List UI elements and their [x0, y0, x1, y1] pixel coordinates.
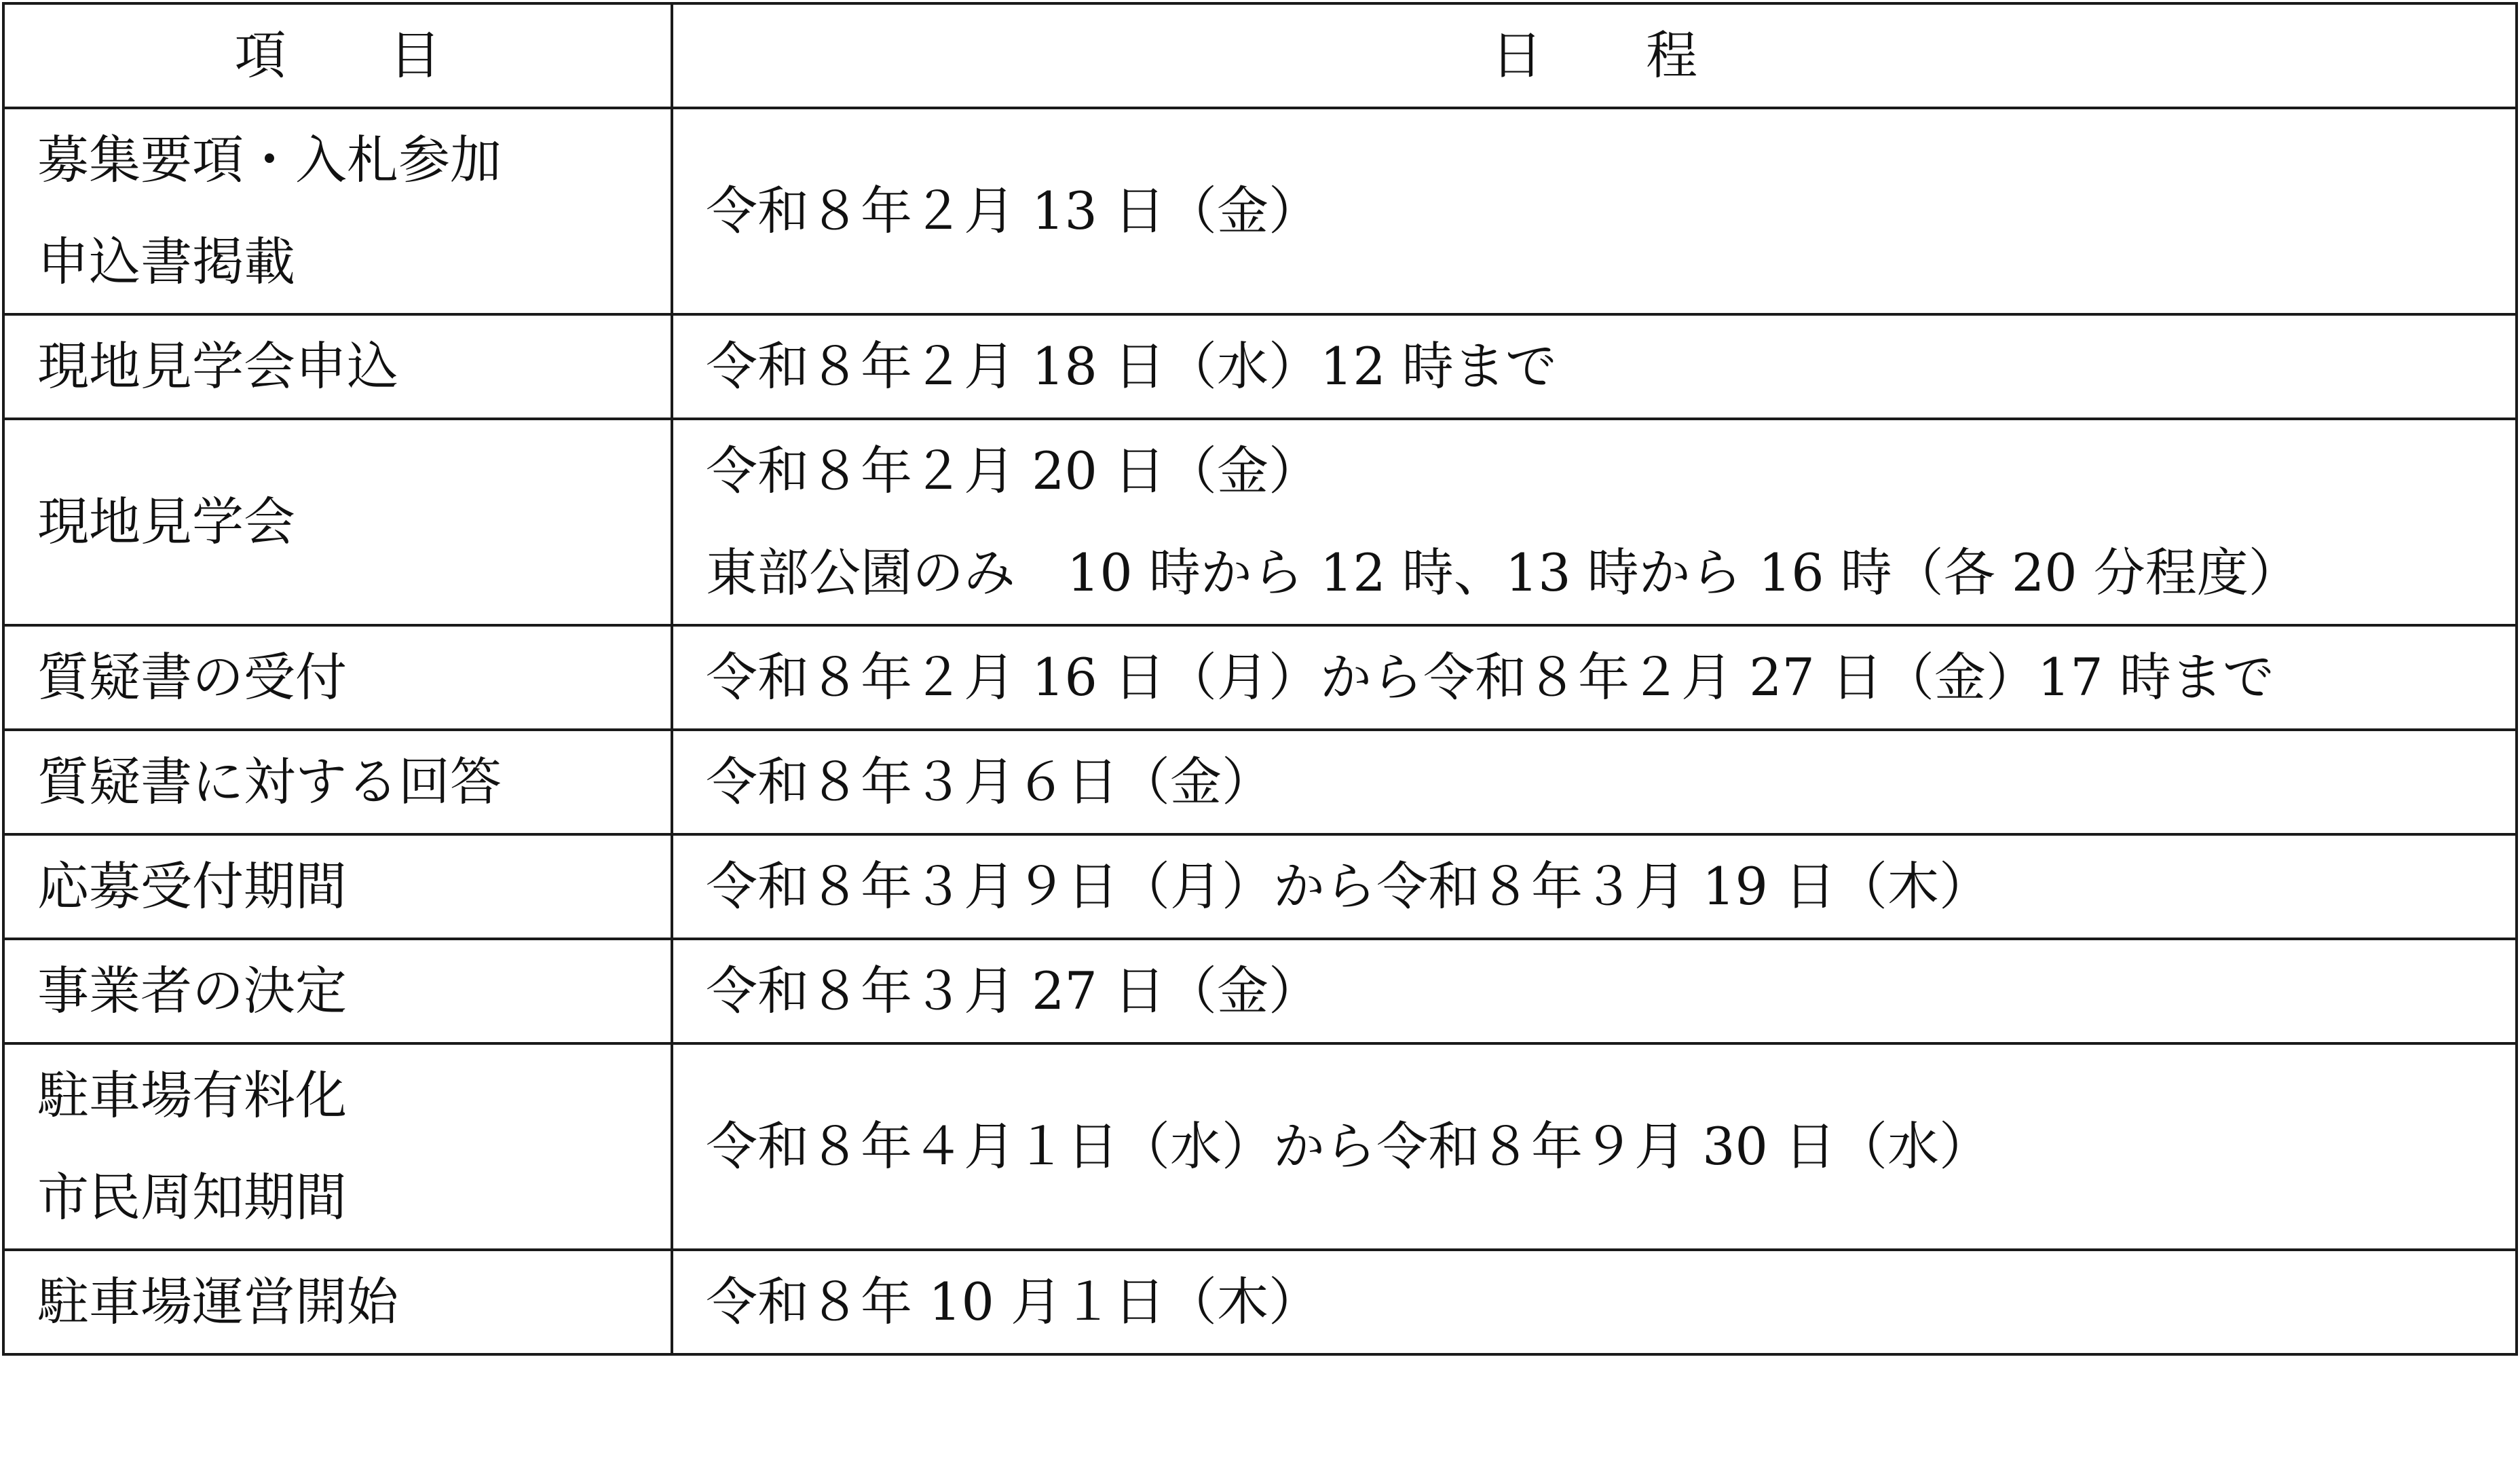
item-cell — [3, 834, 672, 939]
item-cell — [3, 1250, 672, 1354]
item-text: 申込書掲載 — [37, 231, 295, 292]
schedule-cell — [672, 730, 2517, 834]
schedule-text: 令和８年 10 月１日（木） — [706, 1272, 1321, 1332]
schedule-text: 令和８年３月６日（金） — [706, 752, 1273, 812]
schedule-text: 令和８年３月 27 日（金） — [706, 961, 1321, 1021]
schedule-text: 東部公園のみ 10 時から 12 時、13 時から 16 時（各 20 分程度） — [706, 542, 2300, 603]
item-text: 事業者の決定 — [37, 961, 347, 1021]
table-row — [3, 625, 2517, 730]
item-cell — [3, 1043, 672, 1250]
schedule-cell — [672, 108, 2517, 314]
item-cell — [3, 419, 672, 625]
schedule-cell — [672, 1250, 2517, 1354]
item-text: 現地見学会 — [37, 492, 295, 552]
item-cell — [3, 625, 672, 730]
schedule-cell — [672, 939, 2517, 1043]
schedule-text: 令和８年２月 13 日（金） — [706, 181, 1321, 241]
table-row — [3, 1043, 2517, 1250]
table-row — [3, 1250, 2517, 1354]
item-text: 質疑書の受付 — [37, 647, 347, 707]
item-text: 駐車場有料化 — [37, 1065, 347, 1126]
item-text: 応募受付期間 — [37, 856, 347, 916]
item-text: 募集要項・入札参加 — [37, 130, 502, 190]
table-header-row — [3, 3, 2517, 108]
schedule-text: 令和８年２月 16 日（月）から令和８年２月 27 日（金）17 時まで — [706, 647, 2274, 707]
schedule-text: 令和８年４月１日（水）から令和８年９月 30 日（水） — [706, 1116, 1991, 1176]
item-cell — [3, 314, 672, 419]
item-text: 市民周知期間 — [37, 1167, 347, 1227]
header-schedule: 日 程 — [672, 3, 2517, 108]
table-row — [3, 730, 2517, 834]
schedule-text: 令和８年２月 18 日（水）12 時まで — [706, 336, 1557, 396]
schedule-cell — [672, 625, 2517, 730]
table-row — [3, 314, 2517, 419]
table-row — [3, 834, 2517, 939]
schedule-cell — [672, 834, 2517, 939]
schedule-table — [2, 2, 2518, 1356]
item-text: 駐車場運営開始 — [37, 1272, 398, 1332]
item-cell — [3, 108, 672, 314]
table-row — [3, 419, 2517, 625]
item-text: 現地見学会申込 — [37, 336, 398, 396]
schedule-cell — [672, 419, 2517, 625]
table-row — [3, 939, 2517, 1043]
schedule-text: 令和８年２月 20 日（金） — [706, 441, 1321, 501]
schedule-cell — [672, 314, 2517, 419]
item-cell — [3, 939, 672, 1043]
item-cell — [3, 730, 672, 834]
table-row — [3, 108, 2517, 314]
schedule-cell — [672, 1043, 2517, 1250]
header-item: 項 目 — [3, 3, 672, 108]
schedule-text: 令和８年３月９日（月）から令和８年３月 19 日（木） — [706, 856, 1991, 916]
item-text: 質疑書に対する回答 — [37, 752, 502, 812]
